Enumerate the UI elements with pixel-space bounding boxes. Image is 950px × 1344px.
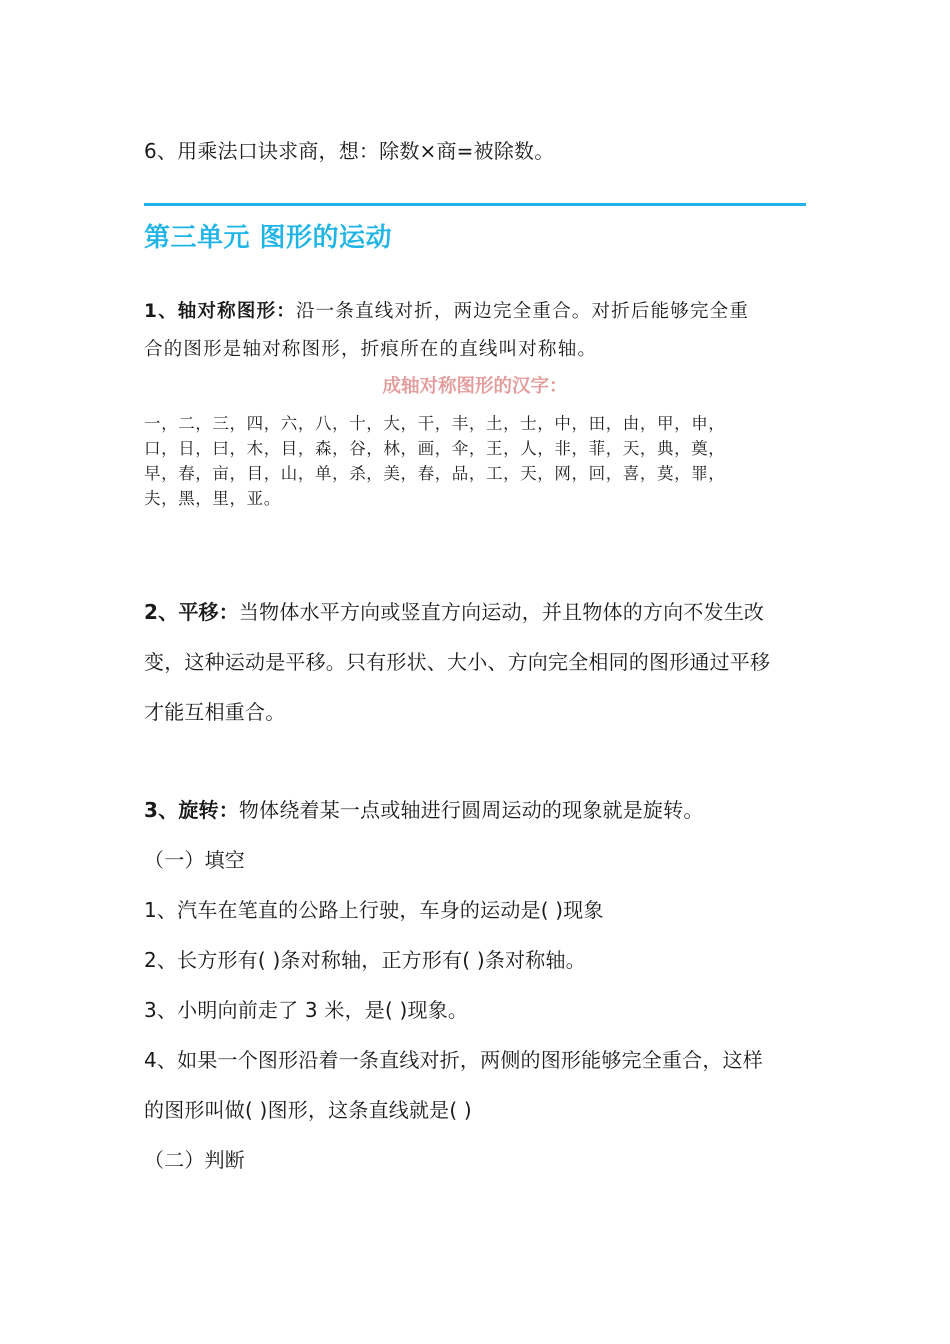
judge-title: （二）判断 (144, 1148, 245, 1172)
fill-blank-title: （一）填空 (144, 848, 245, 872)
section1-line1 (144, 299, 749, 325)
unit-title: 第三单元 图形的运动 (144, 223, 393, 253)
section1-line2: 合的图形是轴对称图形，折痕所在的直线叫对称轴。 (144, 339, 598, 360)
fill-blank-q3: 3、小明向前走了 3 米，是( )现象。 (144, 998, 469, 1022)
section3-heading: 3、旋转： (144, 798, 239, 822)
symmetric-chars-row-2: 口，日，曰，木，目，森，谷，林，画，伞，王，人，非，菲，天，典，奠， (144, 439, 726, 458)
section2-line1 (144, 598, 764, 626)
section2-line3: 才能互相重合。 (144, 700, 286, 724)
rule-line-6: 6、用乘法口诀求商，想：除数×商=被除数。 (144, 139, 555, 163)
fill-blank-q4-line1: 4、如果一个图形沿着一条直线对折，两侧的图形能够完全重合，这样 (144, 1048, 763, 1072)
symmetric-chars-row-3: 早，春，亩，目，山，单，杀，美，春，品，工，天，网，回，喜，莫，罪， (144, 464, 726, 483)
symmetric-chars-row-1: 一，二，三，四，六，八，十，大，干，丰，土，士，中，田，由，甲，申， (144, 414, 726, 433)
fill-blank-q1: 1、汽车在笔直的公路上行驶，车身的运动是( )现象 (144, 898, 604, 922)
section2-text-1: 当物体水平方向或竖直方向运动，并且物体的方向不发生改 (238, 600, 765, 624)
fill-blank-q4-line2: 的图形叫做( )图形，这条直线就是( ) (144, 1098, 472, 1122)
symmetric-chars-row-4: 夫，黑，里，亚。 (144, 489, 281, 508)
symmetric-chars-heading: 成轴对称图形的汉字： (382, 376, 568, 397)
fill-blank-q2: 2、长方形有( )条对称轴，正方形有( )条对称轴。 (144, 948, 586, 972)
section3-text-1: 物体绕着某一点或轴进行圆周运动的现象就是旋转。 (238, 798, 704, 822)
section3-line1 (144, 796, 704, 824)
section1-heading: 1、轴对称图形： (144, 301, 296, 322)
section1-text-1: 沿一条直线对折，两边完全重合。对折后能够完全重 (295, 301, 750, 322)
section2-line2: 变，这种运动是平移。只有形状、大小、方向完全相同的图形通过平移 (144, 650, 771, 674)
section2-heading: 2、平移： (144, 600, 239, 624)
section-divider (144, 203, 806, 206)
